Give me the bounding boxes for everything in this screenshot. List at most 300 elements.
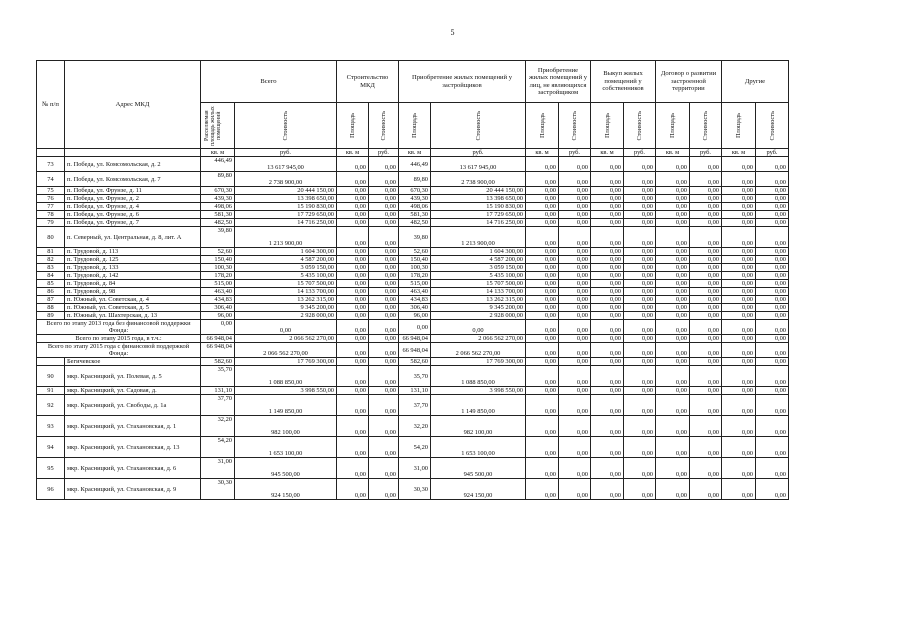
area-other-0: 0,00 <box>526 227 559 248</box>
cost-other-3: 0,00 <box>756 335 789 343</box>
area-other-2: 0,00 <box>656 172 690 187</box>
area-other-3: 0,00 <box>722 320 756 335</box>
area-other-1: 0,00 <box>591 296 624 304</box>
section-name: Бегичевское <box>65 358 201 366</box>
cost-other-3: 0,00 <box>756 280 789 288</box>
area-other-2: 0,00 <box>656 312 690 320</box>
cost-other-3: 0,00 <box>756 256 789 264</box>
area-construction: 0,00 <box>337 187 369 195</box>
subheader-cost-6: Стоимость <box>756 103 789 149</box>
table-row <box>37 280 789 288</box>
cost-developers: 2 928 000,00 <box>431 312 526 320</box>
table-row <box>37 211 789 219</box>
cost-developers: 2 738 900,00 <box>431 172 526 187</box>
area-other-3: 0,00 <box>722 256 756 264</box>
header-group-non-developers: Приобретение жилых помещений у лиц, не являющихся застройщиком <box>526 61 591 103</box>
cost-other-1: 0,00 <box>624 320 656 335</box>
area-other-2: 0,00 <box>656 264 690 272</box>
area-other-0: 0,00 <box>526 366 559 387</box>
area-other-1: 0,00 <box>591 320 624 335</box>
row-number: 84 <box>37 272 65 280</box>
cost-other-1: 0,00 <box>624 248 656 256</box>
cost-developers: 15 190 830,00 <box>431 203 526 211</box>
cost-other-0: 0,00 <box>559 387 591 395</box>
cost-total: 14 133 700,00 <box>235 288 337 296</box>
table-row <box>37 395 789 416</box>
area-total: 0,00 <box>201 320 235 335</box>
cost-developers: 5 435 100,00 <box>431 272 526 280</box>
cost-other-2: 0,00 <box>690 366 722 387</box>
cost-total: 17 769 300,00 <box>235 358 337 366</box>
cost-total: 1 149 850,00 <box>235 395 337 416</box>
cost-other-1: 0,00 <box>624 458 656 479</box>
subheader-area-2: Площадь <box>399 103 431 149</box>
cost-other-1: 0,00 <box>624 312 656 320</box>
area-other-3: 0,00 <box>722 312 756 320</box>
cost-construction: 0,00 <box>369 335 399 343</box>
subheader-cost: Стоимость <box>235 103 337 149</box>
table-row <box>37 296 789 304</box>
area-other-0: 0,00 <box>526 288 559 296</box>
area-total: 439,30 <box>201 195 235 203</box>
row-number: 93 <box>37 416 65 437</box>
table-row <box>37 172 789 187</box>
area-total: 32,20 <box>201 416 235 437</box>
area-total: 30,30 <box>201 479 235 500</box>
cost-total: 5 435 100,00 <box>235 272 337 280</box>
row-address: п. Южный, ул. Советская, д. 4 <box>65 296 201 304</box>
cost-other-0: 0,00 <box>559 187 591 195</box>
cost-developers: 1 213 900,00 <box>431 227 526 248</box>
cost-other-1: 0,00 <box>624 366 656 387</box>
row-address: п. Южный, ул. Шахтерская, д. 13 <box>65 312 201 320</box>
cost-other-1: 0,00 <box>624 280 656 288</box>
cost-other-0: 0,00 <box>559 320 591 335</box>
area-developers: 31,00 <box>399 458 431 479</box>
area-other-0: 0,00 <box>526 203 559 211</box>
cost-other-1: 0,00 <box>624 172 656 187</box>
area-other-0: 0,00 <box>526 312 559 320</box>
area-other-3: 0,00 <box>722 172 756 187</box>
cost-construction: 0,00 <box>369 219 399 227</box>
area-other-3: 0,00 <box>722 343 756 358</box>
area-other-2: 0,00 <box>656 248 690 256</box>
area-other-0: 0,00 <box>526 395 559 416</box>
table-row <box>37 195 789 203</box>
area-developers: 434,83 <box>399 296 431 304</box>
row-number: 79 <box>37 219 65 227</box>
cost-other-2: 0,00 <box>690 256 722 264</box>
area-developers: 89,80 <box>399 172 431 187</box>
cost-other-0: 0,00 <box>559 157 591 172</box>
cost-developers: 1 604 300,00 <box>431 248 526 256</box>
area-developers: 498,06 <box>399 203 431 211</box>
area-construction: 0,00 <box>337 387 369 395</box>
header-group-construction: Строительство МКД <box>337 61 399 103</box>
area-construction: 0,00 <box>337 343 369 358</box>
cost-construction: 0,00 <box>369 227 399 248</box>
area-other-3: 0,00 <box>722 211 756 219</box>
cost-other-2: 0,00 <box>690 187 722 195</box>
area-other-1: 0,00 <box>591 264 624 272</box>
area-other-0: 0,00 <box>526 387 559 395</box>
cost-other-1: 0,00 <box>624 211 656 219</box>
table-row <box>37 272 789 280</box>
row-number: 96 <box>37 479 65 500</box>
cost-construction: 0,00 <box>369 395 399 416</box>
area-other-1: 0,00 <box>591 219 624 227</box>
area-construction: 0,00 <box>337 458 369 479</box>
cost-other-3: 0,00 <box>756 304 789 312</box>
cost-other-3: 0,00 <box>756 264 789 272</box>
area-total: 482,50 <box>201 219 235 227</box>
cost-other-2: 0,00 <box>690 264 722 272</box>
area-other-2: 0,00 <box>656 343 690 358</box>
area-other-1: 0,00 <box>591 395 624 416</box>
header-group-developers: Приобретение жилых помещений у застройщиков <box>399 61 526 103</box>
area-construction: 0,00 <box>337 264 369 272</box>
cost-developers: 1 149 850,00 <box>431 395 526 416</box>
cost-other-3: 0,00 <box>756 458 789 479</box>
area-other-0: 0,00 <box>526 479 559 500</box>
area-other-3: 0,00 <box>722 227 756 248</box>
area-other-3: 0,00 <box>722 248 756 256</box>
area-total: 434,83 <box>201 296 235 304</box>
row-number: 95 <box>37 458 65 479</box>
area-other-2: 0,00 <box>656 272 690 280</box>
row-number: 86 <box>37 288 65 296</box>
area-construction: 0,00 <box>337 172 369 187</box>
table-row <box>37 227 789 248</box>
cost-construction: 0,00 <box>369 187 399 195</box>
area-other-1: 0,00 <box>591 416 624 437</box>
cost-other-3: 0,00 <box>756 437 789 458</box>
row-address: п. Победа, ул. Комсомольская, д. 2 <box>65 157 201 172</box>
area-developers: 446,49 <box>399 157 431 172</box>
table-row <box>37 304 789 312</box>
cost-total: 13 398 650,00 <box>235 195 337 203</box>
area-other-3: 0,00 <box>722 304 756 312</box>
area-construction: 0,00 <box>337 304 369 312</box>
section-empty <box>37 358 65 366</box>
cost-construction: 0,00 <box>369 387 399 395</box>
area-other-0: 0,00 <box>526 219 559 227</box>
area-other-3: 0,00 <box>722 280 756 288</box>
cost-total: 1 088 850,00 <box>235 366 337 387</box>
cost-construction: 0,00 <box>369 280 399 288</box>
cost-other-0: 0,00 <box>559 203 591 211</box>
cost-other-3: 0,00 <box>756 358 789 366</box>
row-address: п. Трудовой, д. 84 <box>65 280 201 288</box>
area-other-3: 0,00 <box>722 296 756 304</box>
cost-other-2: 0,00 <box>690 437 722 458</box>
cost-other-0: 0,00 <box>559 343 591 358</box>
unit-sq-m: кв. м <box>656 149 690 157</box>
cost-other-2: 0,00 <box>690 320 722 335</box>
resettlement-table <box>36 60 789 500</box>
area-other-1: 0,00 <box>591 312 624 320</box>
cost-other-1: 0,00 <box>624 358 656 366</box>
area-developers: 54,20 <box>399 437 431 458</box>
cost-developers: 13 262 315,00 <box>431 296 526 304</box>
cost-construction: 0,00 <box>369 272 399 280</box>
cost-other-2: 0,00 <box>690 395 722 416</box>
area-other-0: 0,00 <box>526 195 559 203</box>
subheader-resettled-area: Расселяемая площадь жилых помещений <box>201 103 235 149</box>
area-total: 670,30 <box>201 187 235 195</box>
cost-other-2: 0,00 <box>690 227 722 248</box>
area-other-1: 0,00 <box>591 211 624 219</box>
area-other-0: 0,00 <box>526 437 559 458</box>
header-group-other: Другие <box>722 61 789 103</box>
cost-developers: 3 998 550,00 <box>431 387 526 395</box>
area-other-1: 0,00 <box>591 304 624 312</box>
area-construction: 0,00 <box>337 203 369 211</box>
cost-other-3: 0,00 <box>756 343 789 358</box>
area-total: 446,49 <box>201 157 235 172</box>
row-address: п. Южный, ул. Советская, д. 5 <box>65 304 201 312</box>
area-other-2: 0,00 <box>656 437 690 458</box>
area-other-1: 0,00 <box>591 358 624 366</box>
cost-construction: 0,00 <box>369 172 399 187</box>
area-other-0: 0,00 <box>526 320 559 335</box>
area-total: 463,40 <box>201 288 235 296</box>
total-row <box>37 320 789 335</box>
area-construction: 0,00 <box>337 280 369 288</box>
area-construction: 0,00 <box>337 479 369 500</box>
table-row <box>37 187 789 195</box>
cost-total: 13 617 945,00 <box>235 157 337 172</box>
cost-other-2: 0,00 <box>690 416 722 437</box>
cost-other-2: 0,00 <box>690 157 722 172</box>
row-number: 92 <box>37 395 65 416</box>
area-other-0: 0,00 <box>526 358 559 366</box>
area-other-1: 0,00 <box>591 343 624 358</box>
area-other-3: 0,00 <box>722 366 756 387</box>
area-other-2: 0,00 <box>656 416 690 437</box>
header-num: № п/п <box>37 61 65 149</box>
area-other-2: 0,00 <box>656 387 690 395</box>
unit-sq-m: кв. м <box>337 149 369 157</box>
cost-other-0: 0,00 <box>559 416 591 437</box>
area-construction: 0,00 <box>337 437 369 458</box>
cost-total: 17 729 650,00 <box>235 211 337 219</box>
area-developers: 439,30 <box>399 195 431 203</box>
cost-construction: 0,00 <box>369 304 399 312</box>
area-other-2: 0,00 <box>656 256 690 264</box>
area-other-0: 0,00 <box>526 272 559 280</box>
area-construction: 0,00 <box>337 320 369 335</box>
subheader-cost-4: Стоимость <box>624 103 656 149</box>
row-address: п. Победа, ул. Фрунзе, д. 2 <box>65 195 201 203</box>
cost-other-1: 0,00 <box>624 437 656 458</box>
subheader-area-6: Площадь <box>722 103 756 149</box>
cost-other-3: 0,00 <box>756 479 789 500</box>
total-label: Всего по этапу 2015 года, в т.ч.: <box>37 335 201 343</box>
cost-other-2: 0,00 <box>690 219 722 227</box>
area-other-2: 0,00 <box>656 157 690 172</box>
cost-other-3: 0,00 <box>756 172 789 187</box>
area-other-1: 0,00 <box>591 280 624 288</box>
area-other-3: 0,00 <box>722 203 756 211</box>
subheader-cost-3: Стоимость <box>559 103 591 149</box>
area-total: 515,00 <box>201 280 235 288</box>
cost-other-2: 0,00 <box>690 248 722 256</box>
subheader-area-4: Площадь <box>591 103 624 149</box>
cost-construction: 0,00 <box>369 195 399 203</box>
cost-other-3: 0,00 <box>756 248 789 256</box>
area-other-2: 0,00 <box>656 296 690 304</box>
cost-total: 3 059 150,00 <box>235 264 337 272</box>
cost-other-2: 0,00 <box>690 272 722 280</box>
cost-other-3: 0,00 <box>756 387 789 395</box>
area-other-3: 0,00 <box>722 219 756 227</box>
area-other-1: 0,00 <box>591 256 624 264</box>
area-construction: 0,00 <box>337 335 369 343</box>
row-address: п. Трудовой, д. 113 <box>65 248 201 256</box>
cost-total: 945 500,00 <box>235 458 337 479</box>
cost-developers: 0,00 <box>431 320 526 335</box>
row-address: п. Северный, ул. Центральная, д. 8, лит. А <box>65 227 201 248</box>
area-other-3: 0,00 <box>722 264 756 272</box>
row-address: п. Трудовой, д. 125 <box>65 256 201 264</box>
cost-other-1: 0,00 <box>624 219 656 227</box>
area-other-2: 0,00 <box>656 358 690 366</box>
cost-total: 15 707 500,00 <box>235 280 337 288</box>
cost-other-0: 0,00 <box>559 437 591 458</box>
cost-developers: 17 769 300,00 <box>431 358 526 366</box>
area-other-1: 0,00 <box>591 366 624 387</box>
cost-construction: 0,00 <box>369 264 399 272</box>
area-total: 54,20 <box>201 437 235 458</box>
area-total: 178,20 <box>201 272 235 280</box>
cost-other-0: 0,00 <box>559 304 591 312</box>
cost-other-3: 0,00 <box>756 366 789 387</box>
area-other-1: 0,00 <box>591 272 624 280</box>
cost-other-0: 0,00 <box>559 312 591 320</box>
area-developers: 37,70 <box>399 395 431 416</box>
unit-sq-m: кв. м <box>722 149 756 157</box>
row-number: 91 <box>37 387 65 395</box>
area-other-0: 0,00 <box>526 343 559 358</box>
table-row <box>37 264 789 272</box>
row-number: 77 <box>37 203 65 211</box>
subheader-area-5: Площадь <box>656 103 690 149</box>
table-row <box>37 416 789 437</box>
cost-other-2: 0,00 <box>690 211 722 219</box>
cost-developers: 14 133 700,00 <box>431 288 526 296</box>
area-other-0: 0,00 <box>526 157 559 172</box>
cost-other-1: 0,00 <box>624 479 656 500</box>
header-group-buyout: Выкуп жилых помещений у собственников <box>591 61 656 103</box>
cost-other-0: 0,00 <box>559 358 591 366</box>
row-number: 76 <box>37 195 65 203</box>
table-row <box>37 366 789 387</box>
row-address: п. Трудовой, д. 133 <box>65 264 201 272</box>
area-other-0: 0,00 <box>526 248 559 256</box>
row-number: 80 <box>37 227 65 248</box>
area-other-3: 0,00 <box>722 335 756 343</box>
area-other-1: 0,00 <box>591 479 624 500</box>
row-address: п. Победа, ул. Комсомольская, д. 7 <box>65 172 201 187</box>
cost-total: 14 716 250,00 <box>235 219 337 227</box>
cost-other-3: 0,00 <box>756 227 789 248</box>
cost-other-2: 0,00 <box>690 203 722 211</box>
table-row <box>37 219 789 227</box>
unit-sq-m: кв. м <box>399 149 431 157</box>
area-total: 66 948,04 <box>201 343 235 358</box>
area-other-3: 0,00 <box>722 195 756 203</box>
cost-other-1: 0,00 <box>624 264 656 272</box>
row-address: п. Победа, ул. Фрунзе, д. 11 <box>65 187 201 195</box>
area-construction: 0,00 <box>337 219 369 227</box>
cost-developers: 9 345 200,00 <box>431 304 526 312</box>
area-other-1: 0,00 <box>591 437 624 458</box>
cost-other-0: 0,00 <box>559 172 591 187</box>
cost-construction: 0,00 <box>369 366 399 387</box>
cost-other-1: 0,00 <box>624 296 656 304</box>
area-other-0: 0,00 <box>526 304 559 312</box>
area-total: 306,40 <box>201 304 235 312</box>
cost-total: 982 100,00 <box>235 416 337 437</box>
cost-other-1: 0,00 <box>624 187 656 195</box>
cost-other-2: 0,00 <box>690 296 722 304</box>
area-construction: 0,00 <box>337 296 369 304</box>
cost-other-2: 0,00 <box>690 387 722 395</box>
cost-other-1: 0,00 <box>624 256 656 264</box>
unit-sq-m: кв. м <box>201 149 235 157</box>
cost-other-3: 0,00 <box>756 288 789 296</box>
cost-other-0: 0,00 <box>559 256 591 264</box>
area-developers: 66 948,04 <box>399 335 431 343</box>
unit-sq-m: кв. м <box>526 149 559 157</box>
area-other-2: 0,00 <box>656 211 690 219</box>
cost-construction: 0,00 <box>369 343 399 358</box>
area-other-1: 0,00 <box>591 335 624 343</box>
row-number: 85 <box>37 280 65 288</box>
cost-construction: 0,00 <box>369 157 399 172</box>
cost-other-0: 0,00 <box>559 272 591 280</box>
area-other-0: 0,00 <box>526 264 559 272</box>
area-other-1: 0,00 <box>591 227 624 248</box>
subheader-cost-2: Стоимость <box>431 103 526 149</box>
cost-other-0: 0,00 <box>559 219 591 227</box>
table-row <box>37 479 789 500</box>
area-other-1: 0,00 <box>591 157 624 172</box>
cost-developers: 2 066 562 270,00 <box>431 335 526 343</box>
cost-other-0: 0,00 <box>559 227 591 248</box>
cost-total: 13 262 315,00 <box>235 296 337 304</box>
area-developers: 582,60 <box>399 358 431 366</box>
cost-other-3: 0,00 <box>756 416 789 437</box>
area-other-0: 0,00 <box>526 256 559 264</box>
cost-total: 2 066 562 270,00 <box>235 335 337 343</box>
cost-construction: 0,00 <box>369 288 399 296</box>
subheader-cost-1: Стоимость <box>369 103 399 149</box>
cost-developers: 4 587 200,00 <box>431 256 526 264</box>
cost-developers: 945 500,00 <box>431 458 526 479</box>
row-number: 87 <box>37 296 65 304</box>
total-row <box>37 335 789 343</box>
cost-other-1: 0,00 <box>624 203 656 211</box>
area-developers: 35,70 <box>399 366 431 387</box>
area-total: 498,06 <box>201 203 235 211</box>
area-other-1: 0,00 <box>591 172 624 187</box>
area-other-3: 0,00 <box>722 187 756 195</box>
row-number: 81 <box>37 248 65 256</box>
cost-developers: 2 066 562 270,00 <box>431 343 526 358</box>
cost-other-2: 0,00 <box>690 288 722 296</box>
